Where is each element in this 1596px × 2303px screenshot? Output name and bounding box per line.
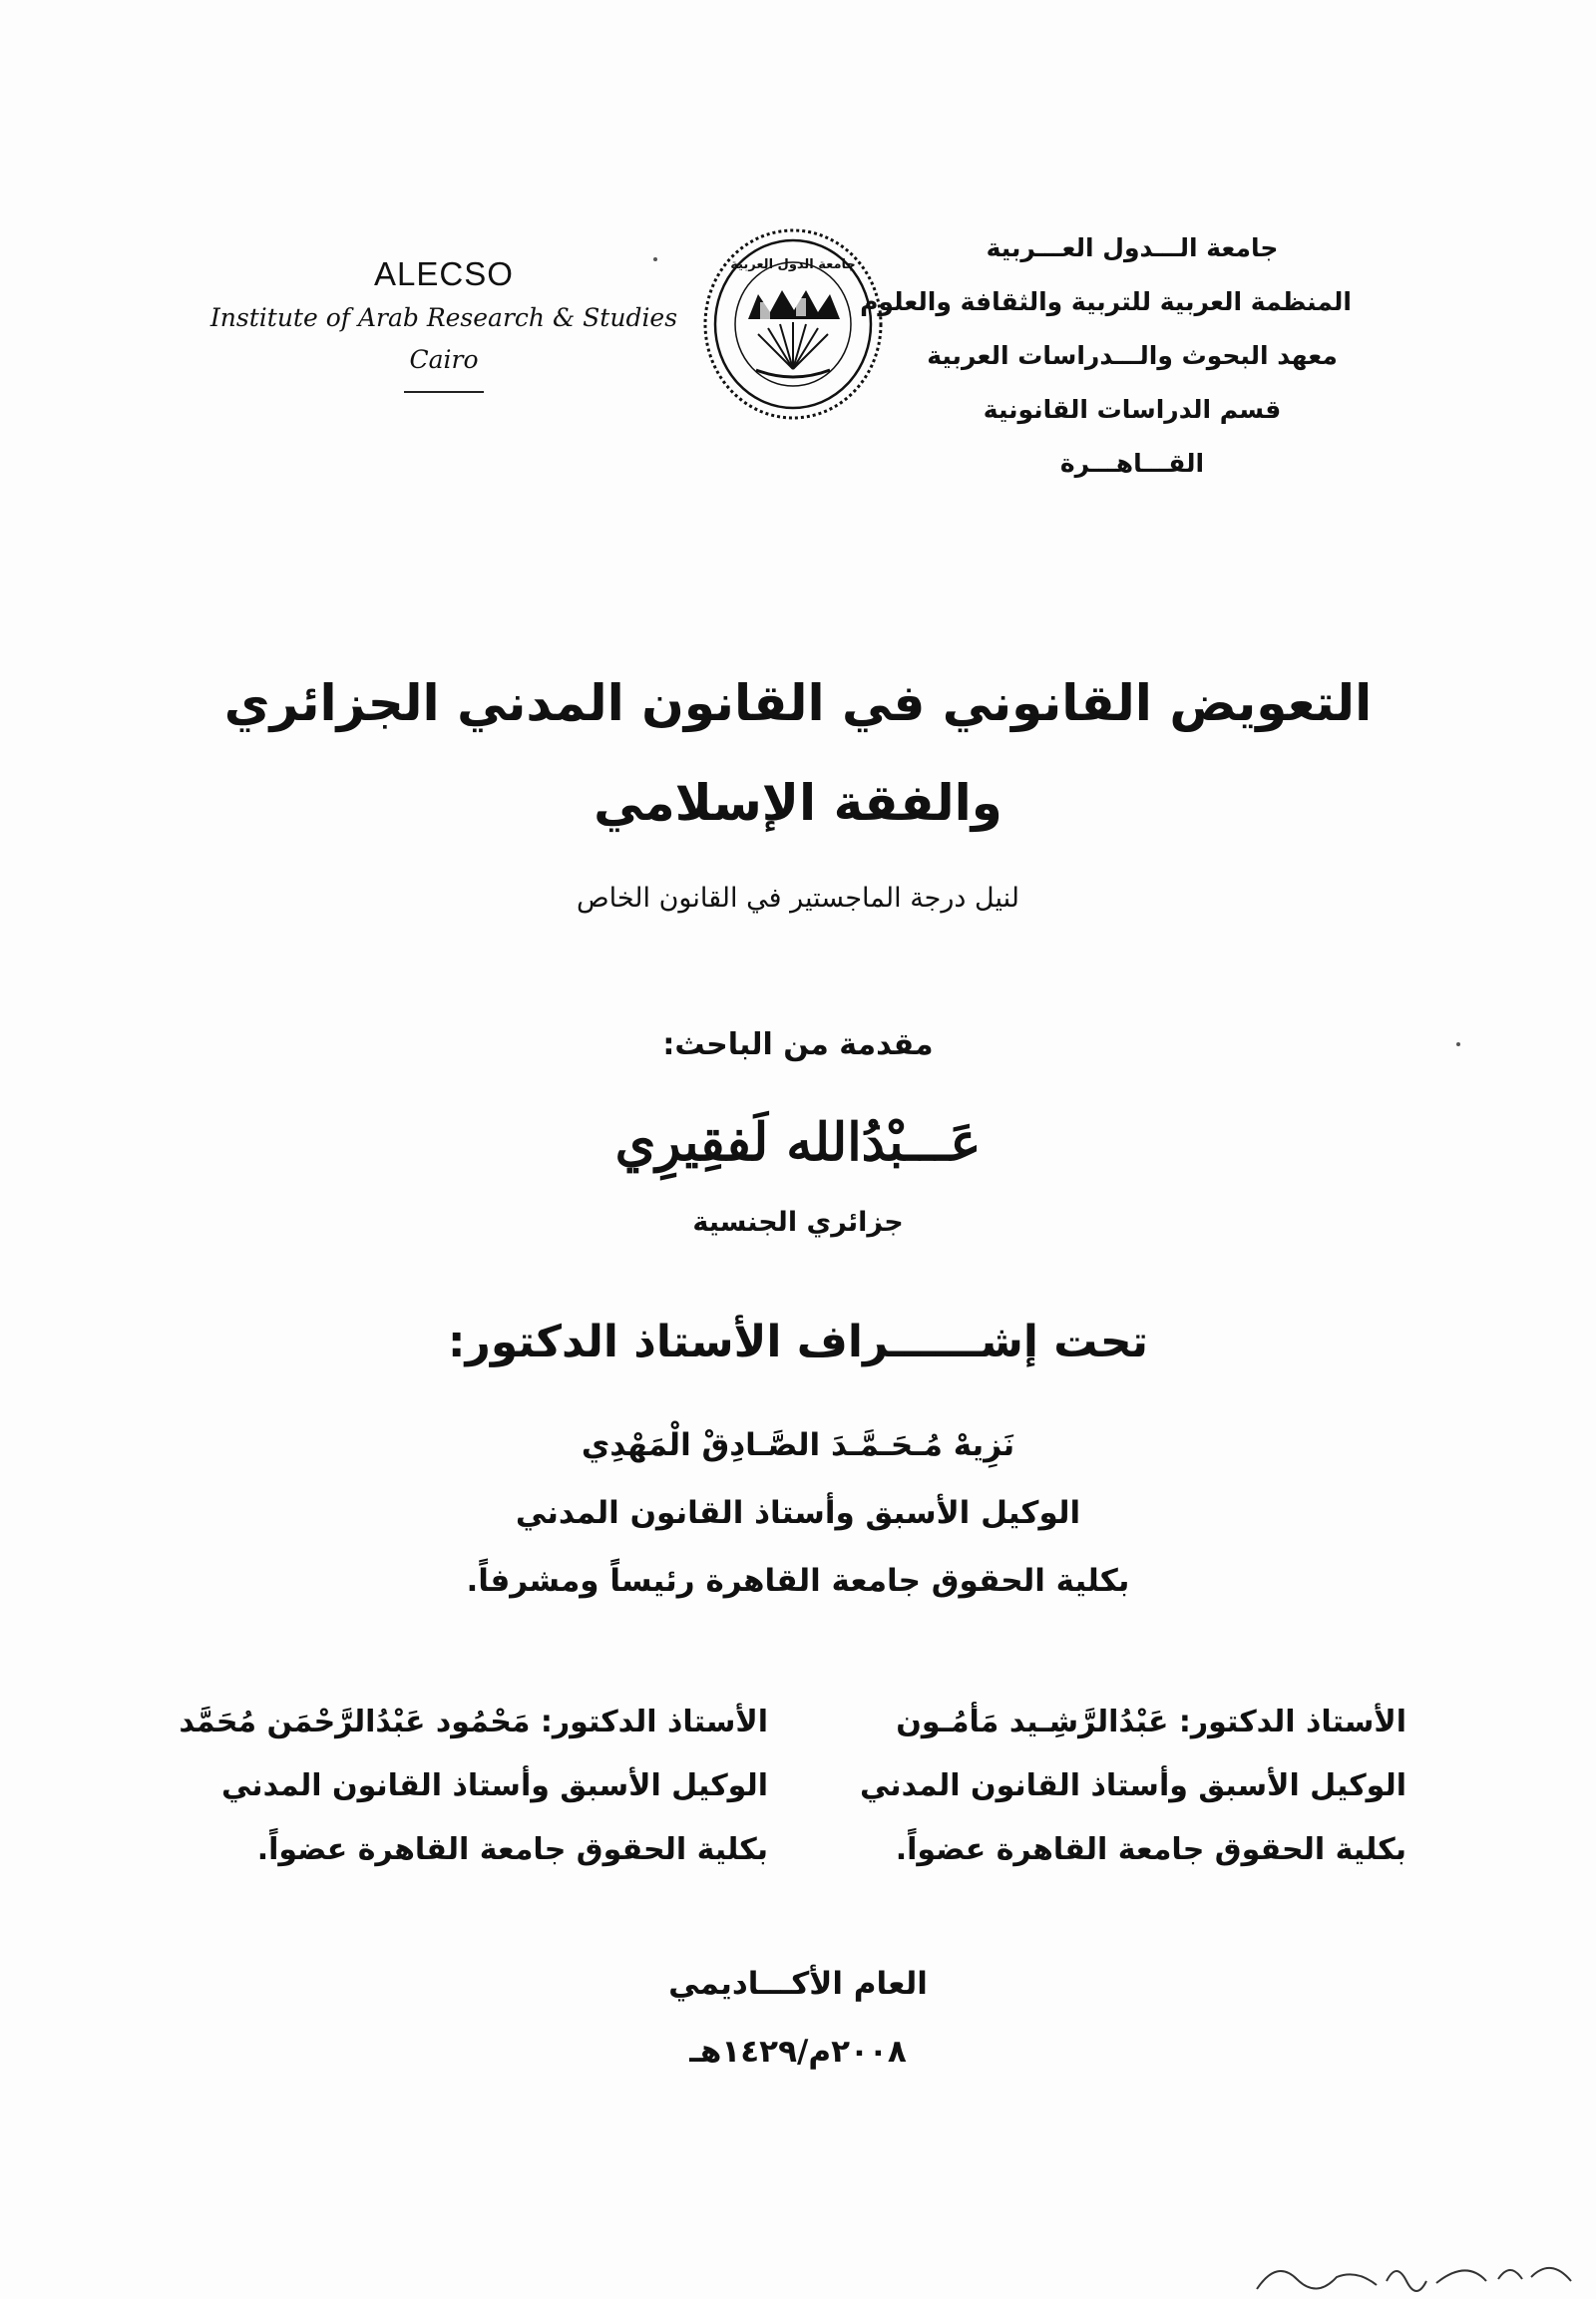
committee-member-2 <box>130 1691 768 1882</box>
supervisor-block <box>200 1411 1396 1615</box>
member-title: الوكيل الأسبق وأستاذ القانون المدني <box>859 1768 1406 1803</box>
supervision-heading: تحت إشــــــراف الأستاذ الدكتور: <box>447 1317 1149 1367</box>
header-ar-line-3: معهد البحوث والـــدراسات العربية <box>927 341 1338 370</box>
thesis-title-line-2: والفقة الإسلامي <box>594 774 1002 832</box>
academic-year-block <box>200 1950 1396 2086</box>
member-role: بكلية الحقوق جامعة القاهرة عضواً. <box>256 1832 768 1867</box>
institute-name: Institute of Arab Research & Studies <box>209 303 678 332</box>
presented-by-label: مقدمة من الباحث: <box>662 1027 934 1062</box>
handwritten-note-icon <box>1237 2219 1596 2299</box>
scan-speck <box>653 257 657 261</box>
english-institution-header <box>209 251 678 393</box>
header-ar-line-4: قسم الدراسات القانونية <box>983 395 1282 424</box>
supervisor-role: بكلية الحقوق جامعة القاهرة رئيساً ومشرفاً. <box>466 1563 1130 1599</box>
scan-speck <box>1456 1042 1460 1046</box>
seal-text: جامعة الدول العربية <box>730 257 856 272</box>
header-ar-line-5: القـــاهـــرة <box>1059 449 1205 478</box>
member-title: الوكيل الأسبق وأستاذ القانون المدني <box>220 1768 768 1803</box>
header-ar-line-1: جامعة الـــدول العـــربية <box>986 233 1279 262</box>
researcher-nationality: جزائري الجنسية <box>692 1207 904 1238</box>
org-name: ALECSO <box>374 255 514 292</box>
member-name: الأستاذ الدكتور: مَحْمُود عَبْدُالرَّحْمَن مُحَمَّد <box>179 1705 768 1739</box>
header-divider <box>404 391 484 393</box>
researcher-name: عَـــبْدُالله لَفقِيرِي <box>614 1112 982 1173</box>
header-ar-line-2: المنظمة العربية للتربية والثقافة والعلوم <box>860 287 1352 316</box>
academic-year-label: العام الأكـــاديمي <box>668 1966 928 2002</box>
thesis-title <box>150 653 1446 853</box>
member-name: الأستاذ الدكتور: عَبْدُالرَّشِـيد مَأمُـون <box>896 1705 1406 1739</box>
city-name: Cairo <box>409 345 479 374</box>
league-of-arab-states-seal-icon <box>698 224 888 424</box>
member-role: بكلية الحقوق جامعة القاهرة عضواً. <box>895 1832 1406 1867</box>
supervisor-title: الوكيل الأسبق وأستاذ القانون المدني <box>515 1495 1081 1531</box>
degree-statement: لنيل درجة الماجستير في القانون الخاص <box>577 883 1019 914</box>
arabic-institution-header <box>860 221 1352 491</box>
thesis-title-line-1: التعويض القانوني في القانون المدني الجزائري <box>223 674 1373 732</box>
committee-member-1 <box>768 1691 1406 1882</box>
supervisor-name: نَزِيهْ مُـحَـمَّـدَ الصَّـادِقْ الْمَهْدِي <box>581 1427 1015 1463</box>
academic-year-value: ٢٠٠٨م/١٤٢٩هـ <box>689 2034 907 2070</box>
